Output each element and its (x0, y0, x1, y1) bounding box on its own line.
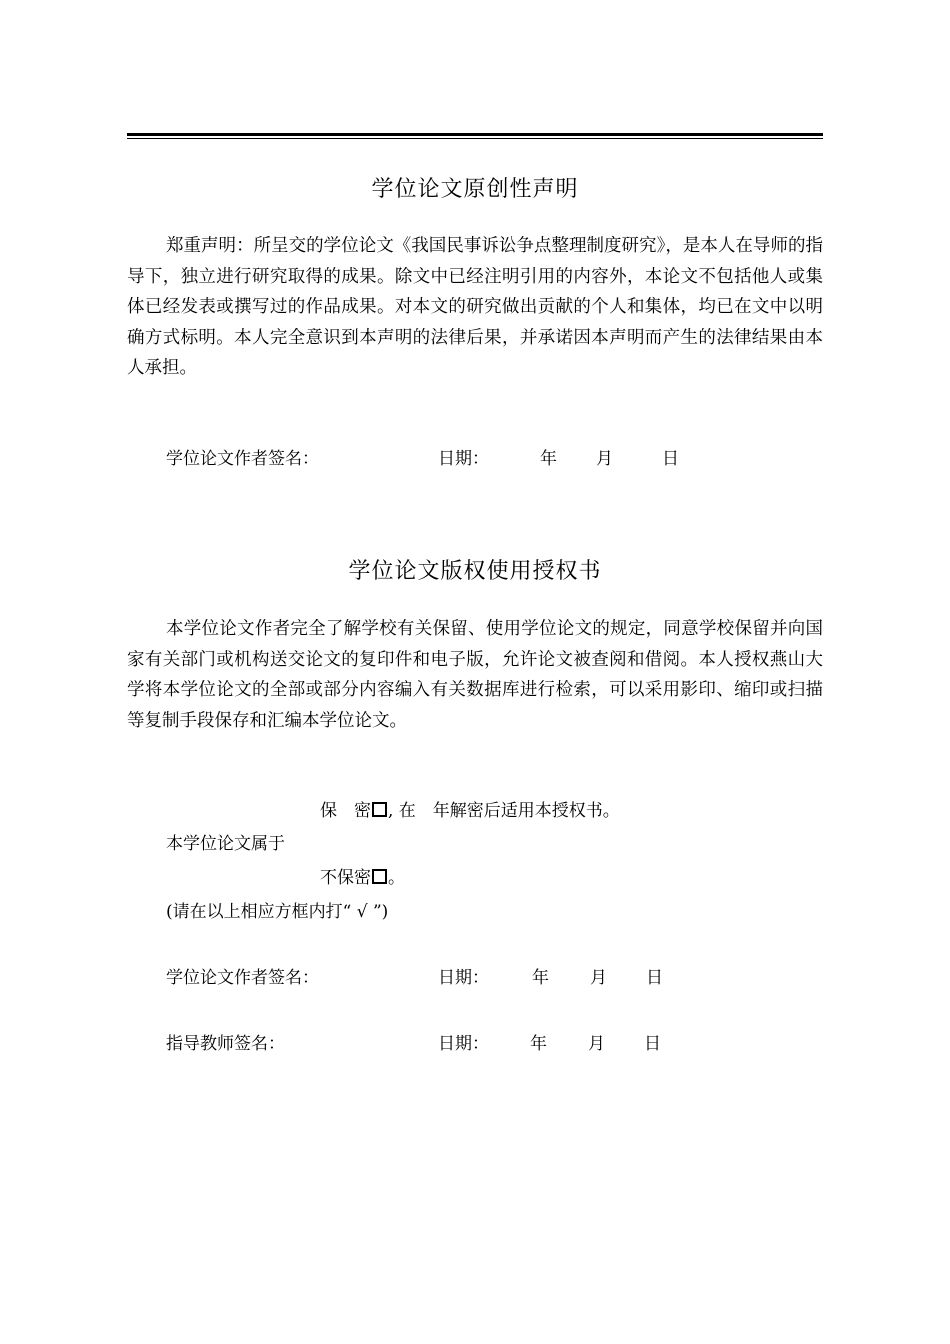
declaration-signature-label: 学位论文作者签名： (166, 449, 319, 469)
checkbox-instruction: (请在以上相应方框内打“ √ ”) (166, 902, 389, 922)
declaration-body: 郑重声明：所呈交的学位论文《我国民事诉讼争点整理制度研究》，是本人在导师的指导下，独立进行研究取得的成果。除文中已经注明引用的内容外，本论文不包括他人或集体已经发表或撰写过的作品成果。对本文的研究做出贡献的个人和集体，均已在文中以明确方式标明。本人完全意识到本声明的法律后果，并承诺因本声明而产生的法律结果由本人承担。 (127, 236, 823, 378)
non-secret-option-tail: 。 (388, 868, 405, 888)
secret-checkbox[interactable] (372, 802, 387, 817)
authorization-body: 本学位论文作者完全了解学校有关保留、使用学位论文的规定，同意学校保留并向国家有关部门或机构送交论文的复印件和电子版，允许论文被查阅和借阅。本人授权燕山大学将本学位论文的全部或部分内容编入有关数据库进行检索，可以采用影印、缩印或扫描等复制手段保存和汇编本学位论文。 (127, 619, 823, 731)
declaration-date-label: 日期： (438, 449, 489, 469)
header-rule-thin (127, 138, 823, 139)
declaration-month: 月 (596, 449, 613, 469)
author-date-label: 日期： (438, 968, 489, 988)
declaration-title: 学位论文原创性声明 (371, 177, 579, 202)
secret-option-label: 保 密 (320, 801, 371, 821)
declaration-day: 日 (662, 449, 679, 469)
advisor-signature-label: 指导教师签名： (166, 1034, 285, 1054)
author-day: 日 (646, 968, 663, 988)
non-secret-option-row (320, 863, 405, 888)
secret-option-row (320, 796, 620, 821)
advisor-day: 日 (644, 1034, 661, 1054)
author-month: 月 (590, 968, 607, 988)
belongs-label: 本学位论文属于 (166, 834, 285, 854)
header-rule-thick (127, 133, 823, 136)
non-secret-checkbox[interactable] (372, 869, 387, 884)
authorization-title: 学位论文版权使用授权书 (348, 559, 602, 584)
secret-option-tail: , 在 年解密后适用本授权书。 (388, 801, 620, 821)
non-secret-option-label: 不保密 (320, 868, 371, 888)
advisor-month: 月 (588, 1034, 605, 1054)
advisor-date-label: 日期： (438, 1034, 489, 1054)
advisor-year: 年 (530, 1034, 547, 1054)
author-year: 年 (532, 968, 549, 988)
declaration-year: 年 (540, 449, 557, 469)
author-signature-label: 学位论文作者签名： (166, 968, 319, 988)
